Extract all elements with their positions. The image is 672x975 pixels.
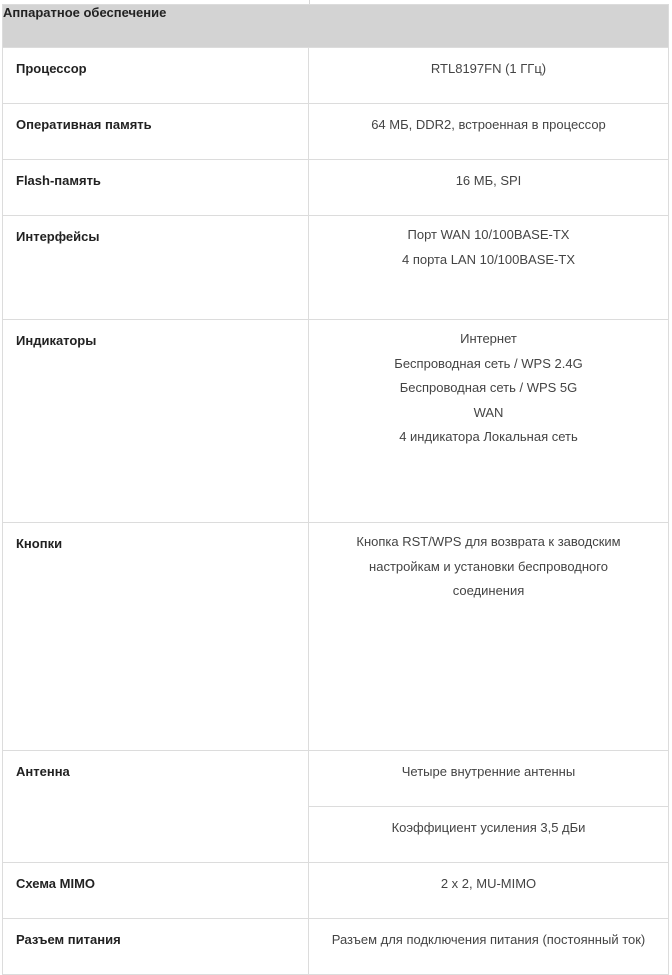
table-row	[3, 48, 669, 104]
value-line: Беспроводная сеть / WPS 2.4G	[394, 355, 583, 371]
table-row	[3, 523, 669, 751]
row-value-mimo	[309, 863, 669, 919]
row-label-buttons: Кнопки	[3, 523, 309, 751]
row-label-antenna: Антенна	[3, 751, 309, 863]
value-line: Кнопка RST/WPS для возврата к заводским	[356, 534, 621, 549]
value-line: 4 индикатора Локальная сеть	[399, 429, 578, 444]
section-header-row	[3, 5, 669, 48]
value-line: 64 МБ, DDR2, встроенная в процессор	[371, 117, 606, 132]
row-value-indicators	[309, 320, 669, 523]
value-line: RTL8197FN (1 ГГц)	[430, 61, 547, 76]
table-row	[3, 216, 669, 320]
table-row	[3, 104, 669, 160]
row-label-interfaces: Интерфейсы	[3, 216, 309, 320]
row-value-interfaces	[309, 216, 669, 320]
value-line: Разъем для подключения питания (постоянный ток)	[331, 932, 646, 947]
row-value-ram	[309, 104, 669, 160]
row-value-antenna-type	[309, 751, 669, 807]
table-row	[3, 160, 669, 216]
table-row	[3, 863, 669, 919]
value-line: настройкам и установки беспроводного	[369, 558, 608, 574]
table-row	[3, 751, 669, 807]
value-line: Интернет	[460, 331, 517, 346]
table-row	[3, 320, 669, 523]
value-line: Четыре внутренние антенны	[401, 764, 576, 779]
value-line: WAN	[473, 404, 504, 420]
row-label-indicators: Индикаторы	[3, 320, 309, 523]
row-value-flash	[309, 160, 669, 216]
row-value-power	[309, 919, 669, 975]
row-value-processor	[309, 48, 669, 104]
row-label-power: Разъем питания	[3, 919, 309, 975]
value-line: Порт WAN 10/100BASE-TX	[407, 227, 570, 242]
value-line: 4 порта LAN 10/100BASE-TX	[402, 251, 575, 267]
table-row	[3, 919, 669, 975]
row-value-antenna-gain	[309, 807, 669, 863]
value-line: 2 x 2, MU-MIMO	[440, 876, 537, 891]
value-line: 16 МБ, SPI	[455, 173, 522, 188]
value-line: Беспроводная сеть / WPS 5G	[399, 380, 578, 395]
row-label-mimo: Схема MIMO	[3, 863, 309, 919]
row-label-processor: Процессор	[3, 48, 309, 104]
row-label-flash: Flash-память	[3, 160, 309, 216]
row-value-buttons	[309, 523, 669, 751]
section-title: Аппаратное обеспечение	[3, 5, 669, 48]
hardware-spec-table	[2, 4, 669, 975]
value-line: соединения	[452, 583, 525, 598]
row-label-ram: Оперативная память	[3, 104, 309, 160]
value-line: Коэффициент усиления 3,5 дБи	[391, 820, 586, 835]
